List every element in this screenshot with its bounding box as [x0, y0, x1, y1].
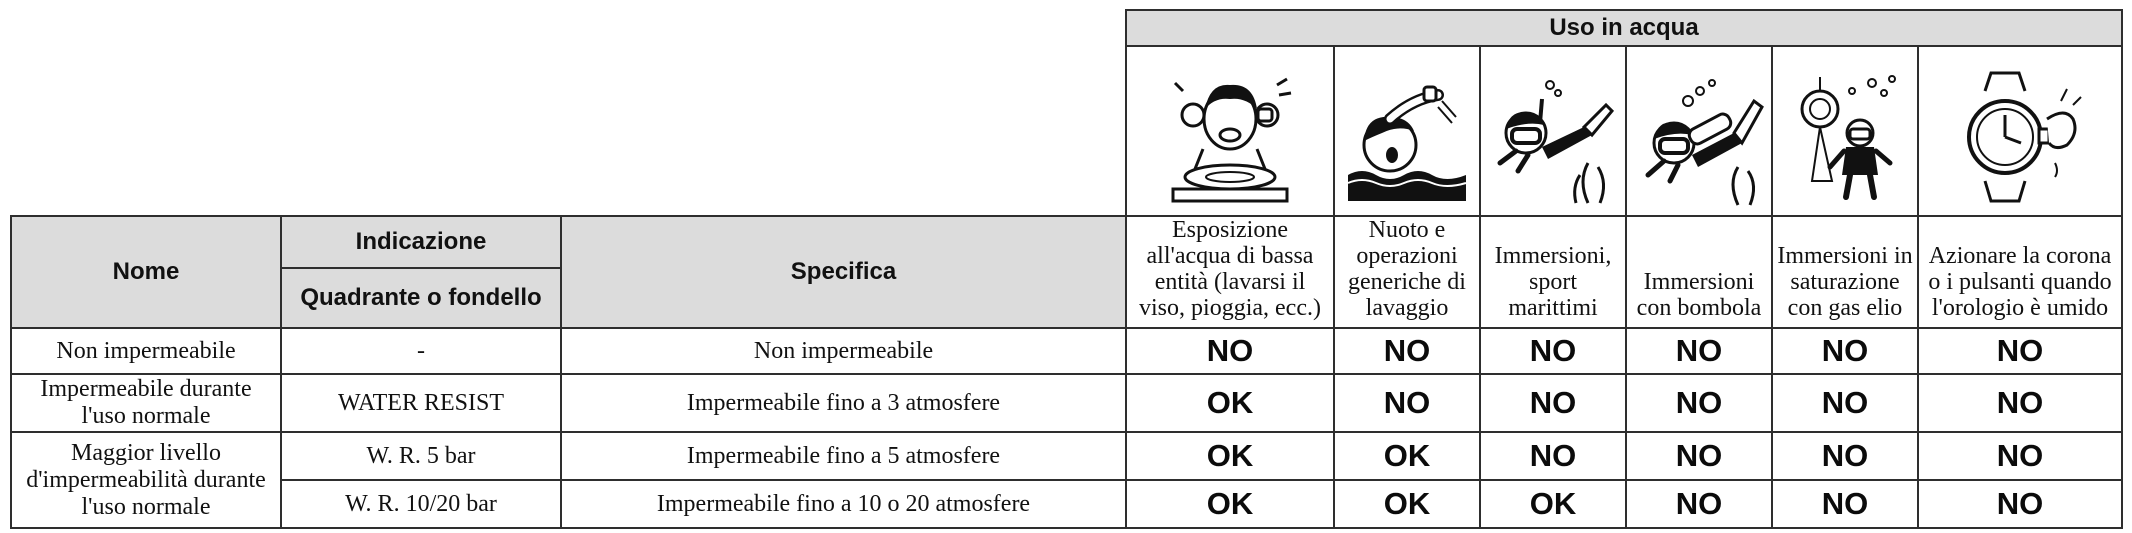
activity-label-3: Immersioni con bombola: [1626, 216, 1772, 328]
table-row: [11, 432, 2122, 480]
result-cell: NO: [1626, 328, 1772, 374]
result-cell: NO: [1480, 432, 1626, 480]
result-cell: OK: [1126, 374, 1334, 432]
result-cell: OK: [1480, 480, 1626, 528]
result-cell: OK: [1334, 480, 1480, 528]
row-name: Non impermeabile: [11, 328, 281, 374]
result-cell: NO: [1626, 432, 1772, 480]
helium-diver-icon: [1780, 71, 1910, 211]
row-name: Impermeabile durante l'uso normale: [11, 374, 281, 432]
result-cell: NO: [1772, 480, 1918, 528]
activity-label-0: Esposizione all'acqua di bassa entità (lavarsi il viso, pioggia, ecc.): [1126, 216, 1334, 328]
specification-header: Specifica: [561, 216, 1126, 328]
result-cell: NO: [1918, 480, 2122, 528]
activity-pic-5: [1918, 46, 2122, 216]
table-row: [11, 374, 2122, 432]
name-header: Nome: [11, 216, 281, 328]
dial-or-caseback-header: Quadrante o fondello: [281, 268, 561, 328]
row-spec: Impermeabile fino a 10 o 20 atmosfere: [561, 480, 1126, 528]
result-cell: NO: [1480, 374, 1626, 432]
water-resistance-table: [10, 9, 2123, 529]
activity-pic-2: [1480, 46, 1626, 216]
blank-corner: [11, 10, 1126, 216]
activity-pic-3: [1626, 46, 1772, 216]
row-indication: W. R. 5 bar: [281, 432, 561, 480]
snorkeler-icon: [1488, 71, 1618, 211]
result-cell: NO: [1626, 374, 1772, 432]
activity-label-4: Immersioni in saturazione con gas elio: [1772, 216, 1918, 328]
row-spec: Non impermeabile: [561, 328, 1126, 374]
result-cell: OK: [1126, 480, 1334, 528]
face-washing-icon: [1165, 71, 1295, 211]
result-cell: NO: [1918, 328, 2122, 374]
result-cell: NO: [1126, 328, 1334, 374]
result-cell: OK: [1334, 432, 1480, 480]
row-indication: WATER RESIST: [281, 374, 561, 432]
row-name: Maggior livello d'impermeabilità durante l'uso normale: [11, 432, 281, 528]
indication-header: Indicazione: [281, 216, 561, 268]
table-row: [11, 328, 2122, 374]
activity-pic-1: [1334, 46, 1480, 216]
result-cell: NO: [1626, 480, 1772, 528]
row-spec: Impermeabile fino a 5 atmosfere: [561, 432, 1126, 480]
result-cell: NO: [1918, 374, 2122, 432]
result-cell: OK: [1126, 432, 1334, 480]
activity-pic-4: [1772, 46, 1918, 216]
result-cell: NO: [1772, 432, 1918, 480]
row-indication: W. R. 10/20 bar: [281, 480, 561, 528]
scuba-diver-icon: [1634, 71, 1764, 211]
activity-label-5: Azionare la corona o i pulsanti quando l'orologio è umido: [1918, 216, 2122, 328]
row-indication: -: [281, 328, 561, 374]
result-cell: NO: [1772, 374, 1918, 432]
result-cell: NO: [1772, 328, 1918, 374]
wet-watch-crown-icon: [1955, 71, 2085, 211]
row-spec: Impermeabile fino a 3 atmosfere: [561, 374, 1126, 432]
result-cell: NO: [1334, 374, 1480, 432]
table-row: [11, 480, 2122, 528]
water-use-header: Uso in acqua: [1126, 10, 2122, 46]
activity-pic-0: [1126, 46, 1334, 216]
result-cell: NO: [1334, 328, 1480, 374]
activity-label-1: Nuoto e operazioni generiche di lavaggio: [1334, 216, 1480, 328]
activity-label-2: Immersioni, sport marittimi: [1480, 216, 1626, 328]
result-cell: NO: [1918, 432, 2122, 480]
swimmer-icon: [1342, 71, 1472, 211]
result-cell: NO: [1480, 328, 1626, 374]
